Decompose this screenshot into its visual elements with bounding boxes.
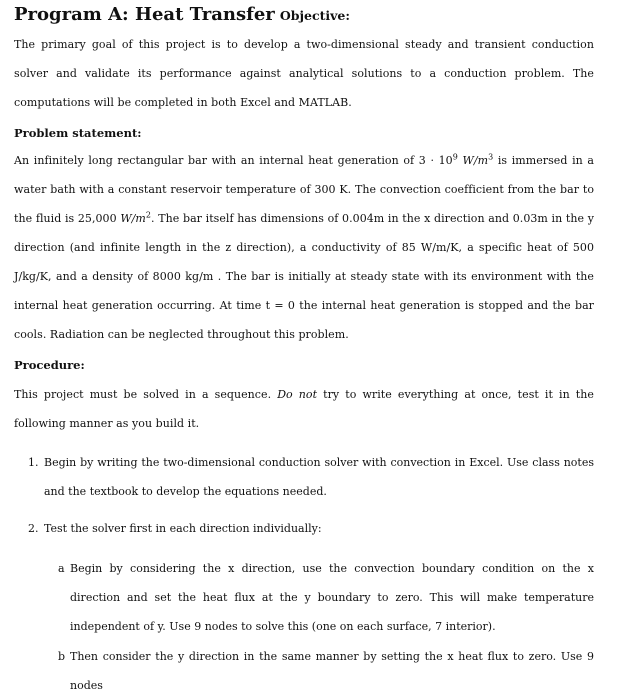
objective-paragraph: The primary goal of this project is to develop a two-dimensional steady and transient conduction solver and validate its performance against analytical solutions to a conduction problem. The computations will be completed in both Excel and MATLAB. xyxy=(14,38,594,109)
procedure-intro xyxy=(14,380,594,438)
problem-unit-1-exp: 3 xyxy=(488,152,494,162)
step-text: Test the solver first in each direction individually: xyxy=(44,522,322,535)
substep-text: Then consider the y direction in the same manner by setting the x heat flux to zero. Use 9 nodes xyxy=(70,650,594,692)
substep-text: Begin by considering the x direction, use the convection boundary condition on the x direction and set the heat flux at the y boundary to zero. This will make temperature independent of y. Use 9 nodes to solve this (one on each surface, 7 interior). xyxy=(70,562,594,633)
step-text: Begin by writing the two-dimensional conduction solver with convection in Excel. Use class notes and the textbook to develop the equations needed. xyxy=(44,456,594,498)
procedure-heading: Procedure: xyxy=(14,358,85,372)
problem-paragraph xyxy=(14,146,594,349)
problem-unit-2: W/m xyxy=(120,212,146,225)
problem-exponent: 9 xyxy=(452,152,458,162)
step-number: 1. xyxy=(28,456,39,469)
procedure-intro-a: This project must be solved in a sequence. xyxy=(14,388,278,401)
substep-letter: a xyxy=(58,562,65,575)
list-item-substep-a xyxy=(58,554,594,641)
problem-unit-2-exp: 2 xyxy=(145,210,152,220)
problem-text-3: . The bar itself has dimensions of 0.004m in the x direction and 0.03m in the y direction (and infinite length in the z direction), a conductivity of 85 W/m/K, a specific heat of 500 J/kg/K, and a density of 8000 kg/m . The bar is initially at steady state with its environment with the internal heat generation occurring. At time t = 0 the internal heat generation is stopped and the bar cools. Radiation can be neglected throughout this problem. xyxy=(14,212,594,341)
list-item-step-1 xyxy=(28,448,594,506)
title-line xyxy=(14,4,350,25)
list-item-substep-b xyxy=(58,642,594,700)
list-item-step-2 xyxy=(28,514,594,543)
problem-text-2: is immersed in a water bath with a constant reservoir temperature of 300 K. The convection coefficient from the bar to the fluid is 25,000 xyxy=(14,154,594,225)
problem-heading: Problem statement: xyxy=(14,126,142,140)
objective-heading: Objective: xyxy=(279,8,350,23)
procedure-emphasis: Do not xyxy=(277,388,318,401)
page-title: Program A: Heat Transfer xyxy=(14,4,275,25)
problem-unit-1: W/m xyxy=(457,154,489,167)
problem-text-1: An infinitely long rectangular bar with an internal heat generation of 3 · 10 xyxy=(14,154,453,167)
procedure-intro-b: try to write everything at once, test it in the following manner as you build it. xyxy=(14,388,594,430)
step-number: 2. xyxy=(28,522,39,535)
substep-letter: b xyxy=(58,650,66,663)
